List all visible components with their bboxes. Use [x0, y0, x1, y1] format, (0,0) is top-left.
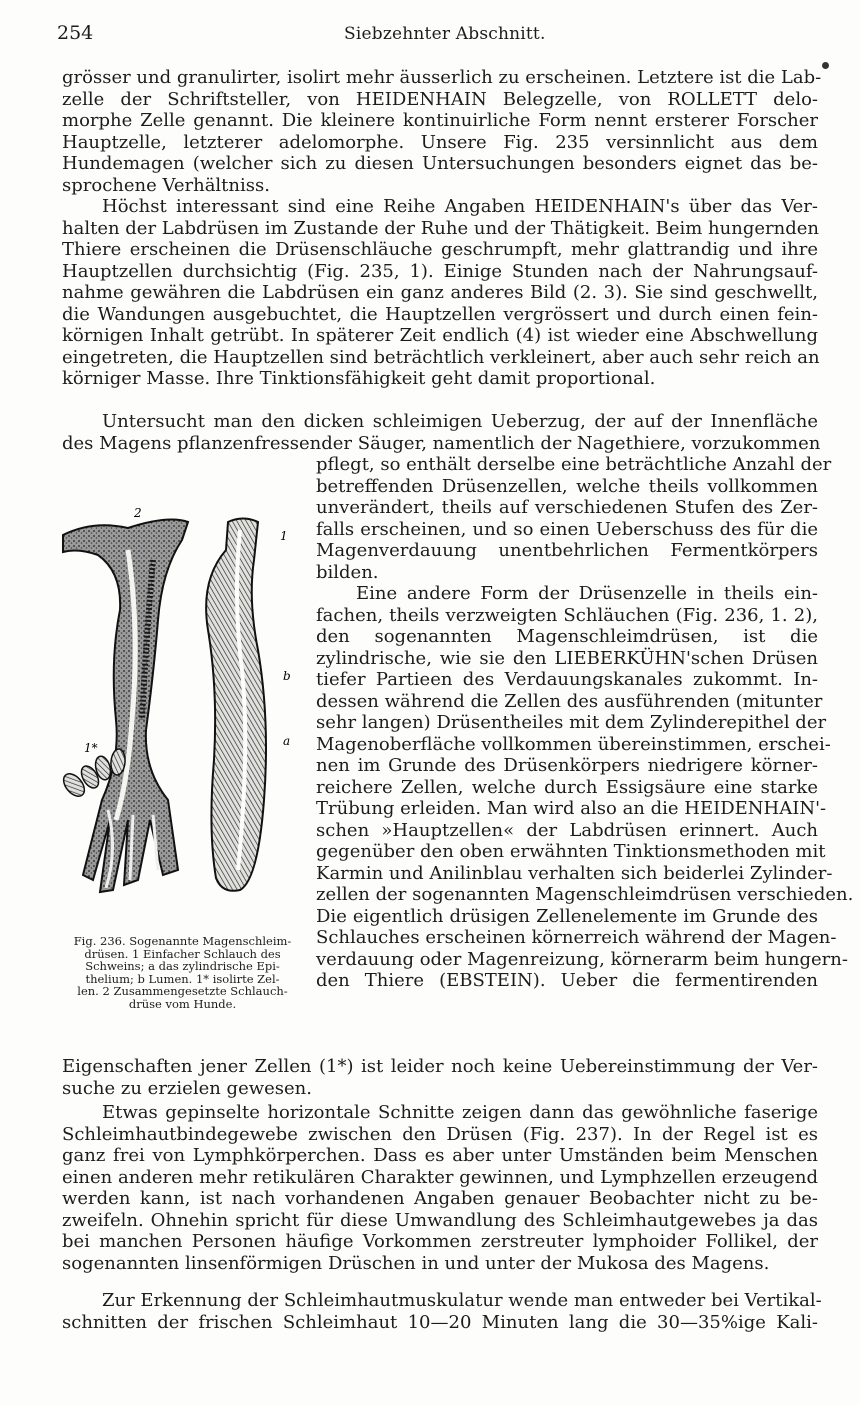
text-line: den sogenannten Magenschleimdrüsen, ist die	[316, 626, 818, 647]
figure-label-b: b	[283, 669, 291, 683]
text-line: Schleimhautbindegewebe zwischen den Drüsen (Fig. 237). In der Regel ist es	[62, 1123, 818, 1145]
text-line: falls erscheinen, und so einen Ueberschuss des für die	[316, 518, 818, 540]
text-line: nahme gewähren die Labdrüsen ein ganz anderes Bild (2. 3). Sie sind geschwellt,	[62, 282, 818, 303]
text-line: fachen, theils verzweigten Schläuchen (Fig. 236, 1. 2),	[316, 604, 818, 626]
caption-line: drüsen. 1 Einfacher Schlauch des	[84, 946, 281, 961]
text-line: tiefer Partieen des Verdauungskanales zukommt. In-	[316, 669, 818, 690]
text-line: Untersucht man den dicken schleimigen Ueberzug, der auf der Innenfläche	[102, 411, 818, 432]
figure-label-a: a	[283, 734, 291, 748]
text-line: ganz frei von Lymphkörperchen. Dass es aber unter Umständen beim Menschen	[62, 1145, 818, 1166]
text-line: werden kann, ist nach vorhandenen Angaben genauer Beobachter nicht zu be-	[62, 1188, 818, 1209]
text-line: unverändert, theils auf verschiedenen Stufen des Zer-	[316, 497, 818, 518]
text-line: reichere Zellen, welche durch Essigsäure eine starke	[316, 776, 818, 798]
text-line: Magenverdauung unentbehrlichen Fermentkörpers	[316, 540, 818, 561]
ink-speck	[822, 62, 829, 69]
column-paragraph-3	[316, 454, 832, 583]
figure-label-1star: 1*	[84, 741, 98, 755]
text-line: zellen der sogenannten Magenschleimdrüsen verschieden.	[316, 884, 854, 905]
text-line: körnigen Inhalt getrübt. In späterer Zeit endlich (4) ist wieder eine Abschwellung	[62, 325, 818, 346]
column-paragraph-4	[316, 583, 854, 992]
text-line: zweifeln. Ohnehin spricht für diese Umwandlung des Schleimhautgewebes ja das	[62, 1209, 818, 1231]
text-line: sehr langen) Drüsentheiles mit dem Zylinderepithel der	[316, 712, 827, 733]
page-header	[57, 22, 819, 50]
compound-gland	[63, 520, 188, 892]
text-line: Höchst interessant sind eine Reihe Angaben HEIDENHAIN's über das Ver-	[102, 196, 818, 217]
text-line: Hauptzelle, letzterer adelomorphe. Unsere Fig. 235 versinnlicht aus dem	[62, 131, 818, 153]
paragraph-6	[62, 1290, 822, 1333]
gland-illustration	[58, 500, 308, 930]
text-line: Schlauches erscheinen körnerreich während der Magen-	[316, 927, 837, 948]
figure-label-1: 1	[280, 529, 288, 543]
caption-line: Schweins; a das zylindrische Epi-	[85, 959, 280, 973]
text-line: Trübung erleiden. Man wird also an die HEIDENHAIN'-	[316, 798, 827, 819]
text-line: Zur Erkennung der Schleimhautmuskulatur wende man entweder bei Vertikal-	[102, 1290, 822, 1311]
figure-caption	[60, 935, 305, 1010]
text-line: bilden.	[316, 561, 379, 583]
text-line: Etwas gepinselte horizontale Schnitte zeigen dann das gewöhnliche faserige	[102, 1102, 818, 1123]
text-line: verdauung oder Magenreizung, körnerarm beim hungern-	[316, 948, 848, 970]
text-line: den Thiere (EBSTEIN). Ueber die fermentirenden	[316, 970, 818, 991]
caption-line: drüse vom Hunde.	[128, 996, 237, 1011]
running-head: Siebzehnter Abschnitt.	[344, 24, 546, 44]
caption-line: len. 2 Zusammengesetzte Schlauch-	[77, 984, 288, 998]
text-line: gegenüber den oben erwähnten Tinktionsmethoden mit	[316, 841, 826, 862]
caption-line: thelium; b Lumen. 1* isolirte Zel-	[85, 971, 280, 986]
text-line: sprochene Verhältniss.	[62, 174, 270, 196]
paragraph-5	[62, 1102, 818, 1274]
text-line: des Magens pflanzenfressender Säuger, namentlich der Nagethiere, vorzukommen	[62, 432, 821, 454]
page-number: 254	[57, 22, 94, 44]
text-line: sogenannten linsenförmigen Drüschen in und unter der Mukosa des Magens.	[62, 1252, 770, 1274]
text-line: Hundemagen (welcher sich zu diesen Untersuchungen besonders eignet das be-	[62, 153, 818, 174]
text-line: betreffenden Drüsenzellen, welche theils vollkommen	[316, 475, 818, 497]
text-line: Hauptzellen durchsichtig (Fig. 235, 1). Einige Stunden nach der Nahrungsauf-	[62, 260, 818, 282]
text-line: Thiere erscheinen die Drüsenschläuche geschrumpft, mehr glattrandig und ihre	[62, 239, 818, 260]
text-line: halten der Labdrüsen im Zustande der Ruhe und der Thätigkeit. Beim hungernden	[62, 217, 819, 239]
caption-line: Fig. 236. Sogenannte Magenschleim-	[73, 934, 292, 948]
paragraph-1	[62, 67, 822, 196]
text-line: morphe Zelle genannt. Die kleinere kontinuirliche Form nennt ersterer Forscher	[62, 110, 818, 131]
text-line: einen anderen mehr retikulären Charakter gewinnen, und Lymphzellen erzeugend	[62, 1166, 818, 1188]
text-line: dessen während die Zellen des ausführenden (mitunter	[316, 690, 823, 712]
text-line: schen »Hauptzellen« der Labdrüsen erinnert. Auch	[316, 819, 818, 841]
text-line: zelle der Schriftsteller, von HEIDENHAIN Belegzelle, von ROLLETT delo-	[62, 88, 818, 110]
paragraph-3	[62, 411, 821, 454]
text-line: Die eigentlich drüsigen Zellenelemente im Grunde des	[316, 905, 818, 927]
text-line: bei manchen Personen häufige Vorkommen zerstreuter lymphoider Follikel, der	[62, 1231, 818, 1252]
text-line: eingetreten, die Hauptzellen sind beträchtlich verkleinert, aber auch sehr reich an	[62, 346, 820, 368]
text-line: körniger Masse. Ihre Tinktionsfähigkeit geht damit proportional.	[62, 368, 656, 389]
text-line: suche zu erzielen gewesen.	[62, 1077, 312, 1099]
text-line: nen im Grunde des Drüsenkörpers niedrigere körner-	[316, 755, 818, 776]
text-line: die Wandungen ausgebuchtet, die Hauptzellen vergrössert und durch einen fein-	[62, 303, 818, 325]
text-line: Karmin und Anilinblau verhalten sich beiderlei Zylinder-	[316, 862, 833, 884]
text-line: Eine andere Form der Drüsenzelle in theils ein-	[356, 583, 818, 604]
text-line: zylindrische, wie sie den LIEBERKÜHN'schen Drüsen	[316, 647, 818, 669]
text-line: schnitten der frischen Schleimhaut 10—20 Minuten lang die 30—35%ige Kali-	[62, 1311, 818, 1333]
figure-label-2: 2	[134, 506, 142, 520]
text-line: Magenoberfläche vollkommen übereinstimmen, erschei-	[316, 733, 831, 755]
paragraph-4-continued	[62, 1056, 818, 1099]
text-line: Eigenschaften jener Zellen (1*) ist leider noch keine Uebereinstimmung der Ver-	[62, 1056, 818, 1077]
paragraph-2	[62, 196, 818, 390]
text-line: pflegt, so enthält derselbe eine beträchtliche Anzahl der	[316, 454, 832, 475]
simple-gland	[206, 519, 266, 891]
text-line: grösser und granulirter, isolirt mehr äusserlich zu erscheinen. Letztere ist die Lab-	[62, 67, 822, 88]
